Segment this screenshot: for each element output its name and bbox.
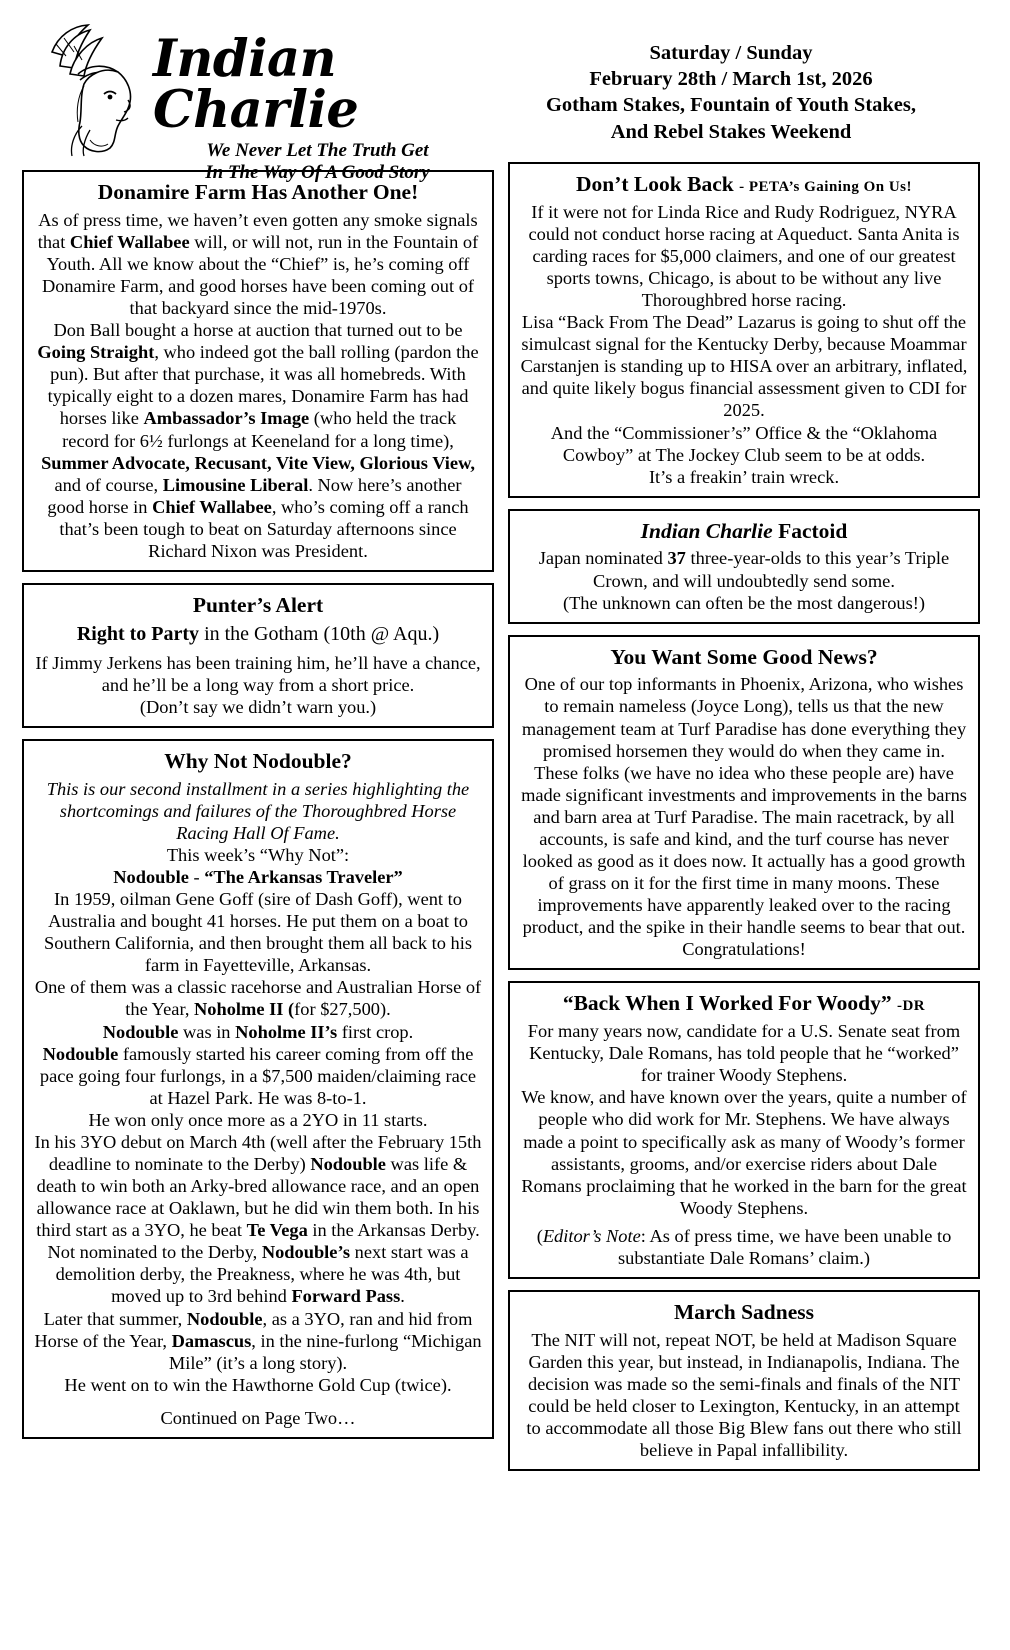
issue-line-4: And Rebel Stakes Weekend <box>610 120 852 143</box>
article-dont-look-back <box>508 162 980 498</box>
paper-title: Indian Charlie <box>153 29 359 140</box>
article-paragraph: Not nominated to the Derby, Nodouble’s next start was a demolition derby, the Preakness, where he was 4th, but moved up to 3rd behind Forward Pass. <box>47 1242 469 1307</box>
issue-info <box>482 18 988 145</box>
masthead <box>22 18 988 183</box>
continued-note: Continued on Page Two… <box>160 1407 356 1428</box>
article-factoid <box>508 509 980 624</box>
article-paragraph: And the “Commissioner’s” Office & the “Oklahoma Cowboy” at The Jockey Club seem to be at odds. <box>550 422 938 465</box>
article-heading: Don’t Look Back - PETA’s Gaining On Us! <box>576 172 912 196</box>
article-heading: Why Not Nodouble? <box>164 748 352 773</box>
article-good-news <box>508 635 980 971</box>
title-block <box>153 18 482 184</box>
article-heading: “Back When I Worked For Woody” -DR <box>562 991 926 1016</box>
article-paragraph: As of press time, we haven’t even gotten any smoke signals that Chief Wallabee will, or will not, run in the Fountain of Youth. All we know about the “Chief” is, he’s coming off Donamire Farm, and good horses have been coming out of that backyard since the mid-1970s. <box>37 209 479 319</box>
article-paragraph: Nodouble famously started his career coming from off the pace going four furlongs, in a $7,500 maiden/claiming race at Hazel Park. He was 8-to-1. <box>39 1043 477 1108</box>
article-paragraph: He went on to win the Hawthorne Gold Cup (twice). <box>64 1374 452 1395</box>
article-paragraph: Right to Party in the Gotham (10th @ Aqu.) <box>76 622 440 645</box>
article-punters-alert <box>22 583 494 728</box>
article-why-not-nodouble <box>22 739 494 1439</box>
article-paragraph: Later that summer, Nodouble, as a 3YO, ran and hid from Horse of the Year, Damascus, in the nine-furlong “Michigan Mile” (it’s a long story). <box>34 1308 482 1373</box>
article-paragraph: If Jimmy Jerkens has been training him, he’ll have a chance, and he’ll be a long way from a short price. (Don’t say we didn’t warn you.) <box>35 652 481 717</box>
issue-line-2: February 28th / March 1st, 2026 <box>589 68 873 91</box>
article-paragraph: We know, and have known over the years, quite a number of people who did work for Mr. Stephens. We have always made a point to specifically ask as many of Woody’s former assistants, grooms, and/or exercise riders about Dale Romans proclaiming that he worked in the barn for the great Woody Stephens. <box>521 1087 967 1218</box>
article-paragraph: The NIT will not, repeat NOT, be held at Madison Square Garden this year, but instead, in Indianapolis, Indiana. The decision was made so the semi-finals and finals of the NIT could be held closer to Lexington, Kentucky, in an attempt to accommodate all those Big Blew fans out there who still believe in Papal infallibility. <box>526 1329 962 1461</box>
content-columns <box>22 170 988 1471</box>
article-paragraph: In 1959, oilman Gene Goff (sire of Dash Goff), went to Australia and bought 41 horses. He put them on a boat to Southern California, and then brought them all back to his farm in Fayetteville, Arkansas. <box>43 889 472 976</box>
article-paragraph: Nodouble - “The Arkansas Traveler” <box>113 866 403 887</box>
article-woody <box>508 981 980 1279</box>
article-editors-note: (Editor’s Note: As of press time, we have been unable to substantiate Dale Romans’ claim.) <box>536 1225 952 1268</box>
article-paragraph: It’s a freakin’ train wreck. <box>648 466 840 487</box>
indian-head-icon <box>44 22 149 157</box>
logo-block <box>22 18 482 184</box>
article-donamire <box>22 170 494 572</box>
article-paragraph: This week’s “Why Not”: <box>166 844 350 865</box>
article-paragraph: Don Ball bought a horse at auction that turned out to be Going Straight, who indeed got the ball rolling (pardon the pun). But after that purchase, it was all homebreds. With typically eight to a dozen mares, Donamire Farm has had horses like Ambassador’s Image (who held the track record for 6½ furlongs at Keeneland for a long time), Summer Advocate, Recusant, Vite View, Glorious View, and of course, Limousine Liberal. Now here’s another good horse in Chief Wallabee, who’s coming off a ranch that’s been tough to beat on Saturday afternoons since Richard Nixon was President. <box>37 320 479 561</box>
article-paragraph: One of them was a classic racehorse and Australian Horse of the Year, Noholme II (for $27,500). <box>34 977 482 1020</box>
article-heading: You Want Some Good News? <box>610 644 878 669</box>
article-paragraph: Lisa “Back From The Dead” Lazarus is going to shut off the simulcast signal for the Kentucky Derby, because Moammar Carstanjen is standing up to HISA over an arbitrary, inflated, and quite likely bogus financial assessment given to CDI for 2025. <box>520 312 968 421</box>
article-heading: Indian Charlie Factoid <box>640 518 848 543</box>
article-paragraph: One of our top informants in Phoenix, Arizona, who wishes to remain nameless (Joyce Long), tells us that the new management team at Turf Paradise has done everything they promised horsemen they would do when they came in. These folks (we have no idea who these people are) have made significant investments and improvements in the barns and barn area at Turf Paradise. The main racetrack, by all accounts, is safe and kind, and the turf course has never looked as good as it does now. It actually has a good growth of grass on it for the first time in many moons. These improvements have apparently leaked over to the racing product, and the spike in their handle seems to bear that out. <box>521 674 967 938</box>
slogan-line-1: We Never Let The Truth Get <box>206 140 429 161</box>
article-march-sadness <box>508 1290 980 1471</box>
article-paragraph: Congratulations! <box>682 939 806 960</box>
article-intro-italic: This is our second installment in a series highlighting the shortcomings and failures of the Thoroughbred Horse Racing Hall Of Fame. <box>46 778 470 843</box>
article-paragraph: In his 3YO debut on March 4th (well after the February 15th deadline to nominate to the Derby) Nodouble was life & death to win both an Arky-bred allowance race, and an open allowance race at Oaklawn, but he did win them both. In his third start as a 3YO, he beat Te Vega in the Arkansas Derby. <box>34 1131 482 1241</box>
left-column <box>22 170 494 1471</box>
article-heading: March Sadness <box>674 1300 814 1324</box>
slogan-line-2: In The Way Of A Good Story <box>205 161 430 183</box>
article-paragraph: Nodouble was in Noholme II’s first crop. <box>102 1021 414 1042</box>
right-column <box>508 162 980 1471</box>
article-heading: Punter’s Alert <box>192 592 324 617</box>
issue-line-1: Saturday / Sunday <box>649 42 813 64</box>
article-paragraph: Japan nominated 37 three-year-olds to this year’s Triple Crown, and will undoubtedly send some. (The unknown can often be the most dangerous!) <box>538 548 950 613</box>
issue-line-3: Gotham Stakes, Fountain of Youth Stakes, <box>545 94 916 117</box>
article-heading: Donamire Farm Has Another One! <box>97 180 419 204</box>
article-paragraph: He won only once more as a 2YO in 11 starts. <box>88 1109 428 1130</box>
article-paragraph: If it were not for Linda Rice and Rudy Rodriguez, NYRA could not conduct horse racing at Aqueduct. Santa Anita is carding races for $5,000 claimers, and one of our greatest sports towns, Chicago, is about to be without any live Thoroughbred horse racing. <box>528 201 960 311</box>
article-paragraph: For many years now, candidate for a U.S. Senate seat from Kentucky, Dale Romans, has told people that he “worked” for trainer Woody Stephens. <box>527 1021 961 1086</box>
